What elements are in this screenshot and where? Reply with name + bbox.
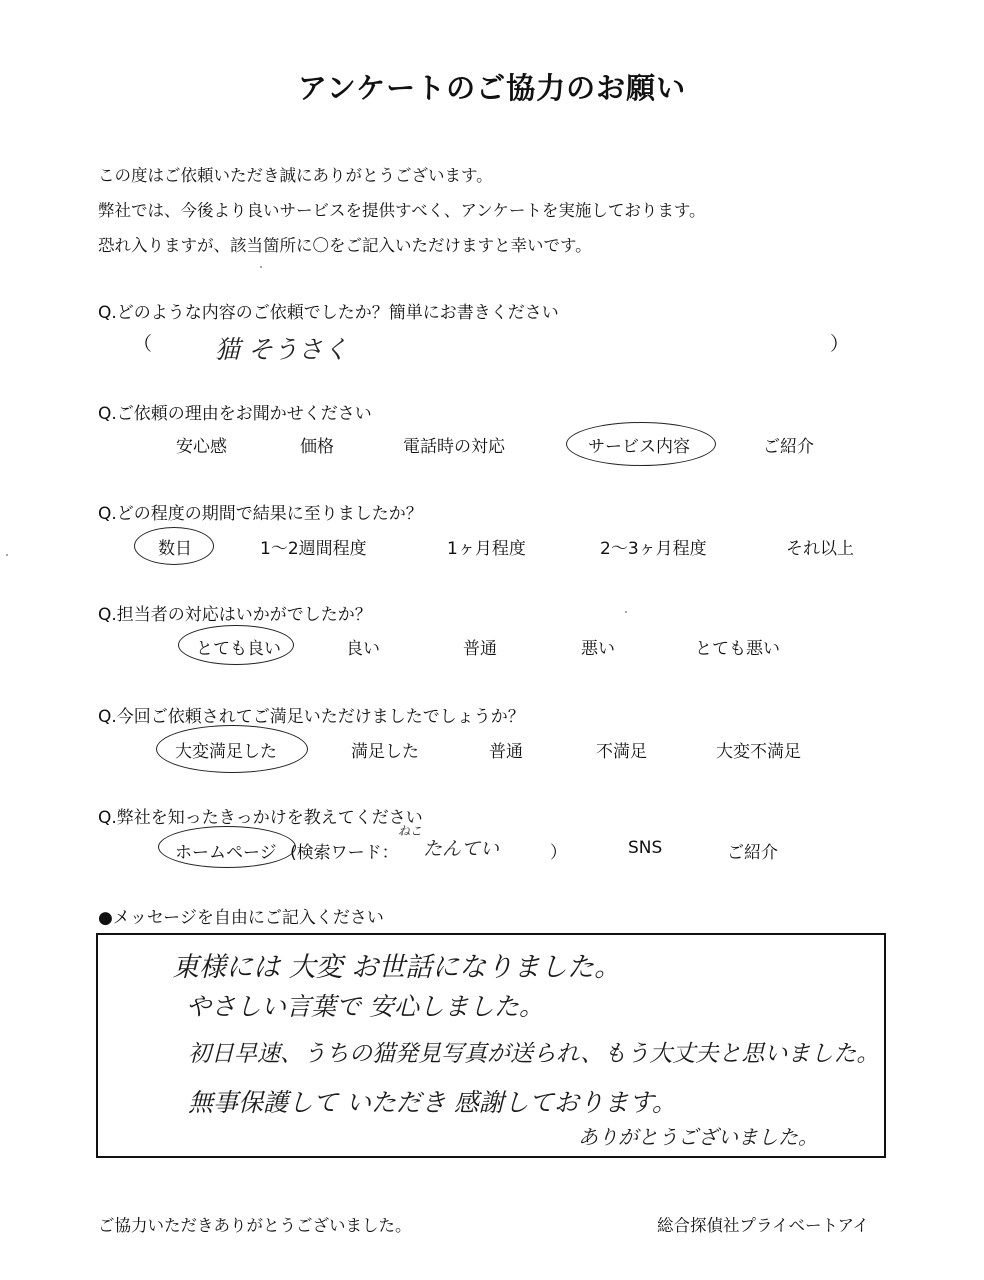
- q6-keyword-close-paren: ）: [550, 843, 567, 863]
- q5-selection-circle: [156, 725, 308, 773]
- q4-option-very-good[interactable]: とても良い: [196, 639, 281, 659]
- question-5: Q.今回ご依頼されてご満足いただけましたでしょうか？: [98, 707, 525, 727]
- intro-line-2: 弊社では、今後より良いサービスを提供すべく、アンケートを実施しております。: [98, 201, 706, 220]
- message-line-4: 無事保護して いただき 感謝しております。: [188, 1088, 677, 1117]
- q3-option-more[interactable]: それ以上: [786, 539, 854, 559]
- q2-option-price[interactable]: 価格: [300, 437, 334, 457]
- q3-option-1-2-weeks[interactable]: 1～2週間程度: [260, 539, 367, 559]
- message-line-5: ありがとうございました。: [578, 1125, 818, 1149]
- page-title: アンケートのご協力のお願い: [297, 71, 687, 105]
- question-2: Q.ご依頼の理由をお聞かせください: [98, 404, 372, 424]
- q6-keyword-label: (検索ワード：: [290, 843, 399, 863]
- q5-option-unsatisfied[interactable]: 不満足: [596, 742, 647, 762]
- q5-option-satisfied[interactable]: 満足した: [351, 742, 419, 762]
- q5-option-very-unsatisfied[interactable]: 大変不満足: [716, 742, 801, 762]
- question-6: Q.弊社を知ったきっかけを教えてください: [98, 808, 423, 828]
- q2-option-phone-response[interactable]: 電話時の対応: [403, 437, 505, 457]
- q2-option-anshinkan[interactable]: 安心感: [176, 437, 227, 457]
- q4-option-very-bad[interactable]: とても悪い: [695, 639, 780, 659]
- q2-selection-circle: [566, 422, 716, 466]
- q6-keyword-handwritten: たんてい: [423, 838, 500, 860]
- q2-option-referral[interactable]: ご紹介: [763, 437, 814, 457]
- q3-option-few-days[interactable]: 数日: [158, 539, 192, 559]
- message-heading: ●メッセージを自由にご記入ください: [98, 908, 384, 928]
- intro-line-1: この度はご依頼いただき誠にありがとうございます。: [98, 166, 493, 185]
- q1-open-paren: （: [133, 333, 153, 355]
- scan-speck: [260, 266, 262, 268]
- q6-selection-circle: [158, 826, 296, 868]
- question-4: Q.担当者の対応はいかがでしたか？: [98, 605, 372, 625]
- q2-option-service-content[interactable]: サービス内容: [588, 437, 690, 457]
- q4-selection-circle: [178, 625, 294, 665]
- message-box: [96, 933, 886, 1158]
- q6-option-referral[interactable]: ご紹介: [727, 843, 778, 863]
- footer-thanks: ご協力いただきありがとうございました。: [98, 1216, 412, 1235]
- message-line-3: 初日早速、うちの猫発見写真が送られ、もう大丈夫と思いました。: [188, 1041, 880, 1067]
- message-line-2: やさしい言葉で 安心しました。: [186, 992, 544, 1021]
- q1-answer-handwritten: 猫 そうさく: [215, 335, 348, 364]
- q3-option-1-month[interactable]: 1ヶ月程度: [447, 539, 526, 559]
- q4-option-bad[interactable]: 悪い: [581, 639, 615, 659]
- question-3: Q.どの程度の期間で結果に至りましたか？: [98, 504, 423, 524]
- footer-company: 総合探偵社プライベートアイ: [657, 1216, 870, 1235]
- q6-option-homepage[interactable]: ホームページ: [175, 843, 277, 863]
- q5-option-normal[interactable]: 普通: [489, 742, 523, 762]
- q3-selection-circle: [134, 527, 214, 565]
- intro-line-3: 恐れ入りますが、該当箇所に〇をご記入いただけますと幸いです。: [98, 236, 592, 255]
- q4-option-normal[interactable]: 普通: [463, 639, 497, 659]
- q4-option-good[interactable]: 良い: [346, 639, 380, 659]
- q3-option-2-3-months[interactable]: 2～3ヶ月程度: [600, 539, 707, 559]
- scan-speck: [6, 554, 8, 556]
- question-1: Q.どのような内容のご依頼でしたか？簡単にお書きください: [98, 303, 559, 323]
- q6-option-sns[interactable]: SNS: [628, 838, 663, 858]
- scan-speck: [625, 611, 627, 613]
- q5-option-very-satisfied[interactable]: 大変満足した: [175, 742, 277, 762]
- q1-close-paren: ）: [830, 333, 850, 355]
- message-line-1: 東様には 大変 お世話になりました。: [172, 952, 622, 983]
- q6-keyword-furigana: ねこ: [398, 824, 423, 838]
